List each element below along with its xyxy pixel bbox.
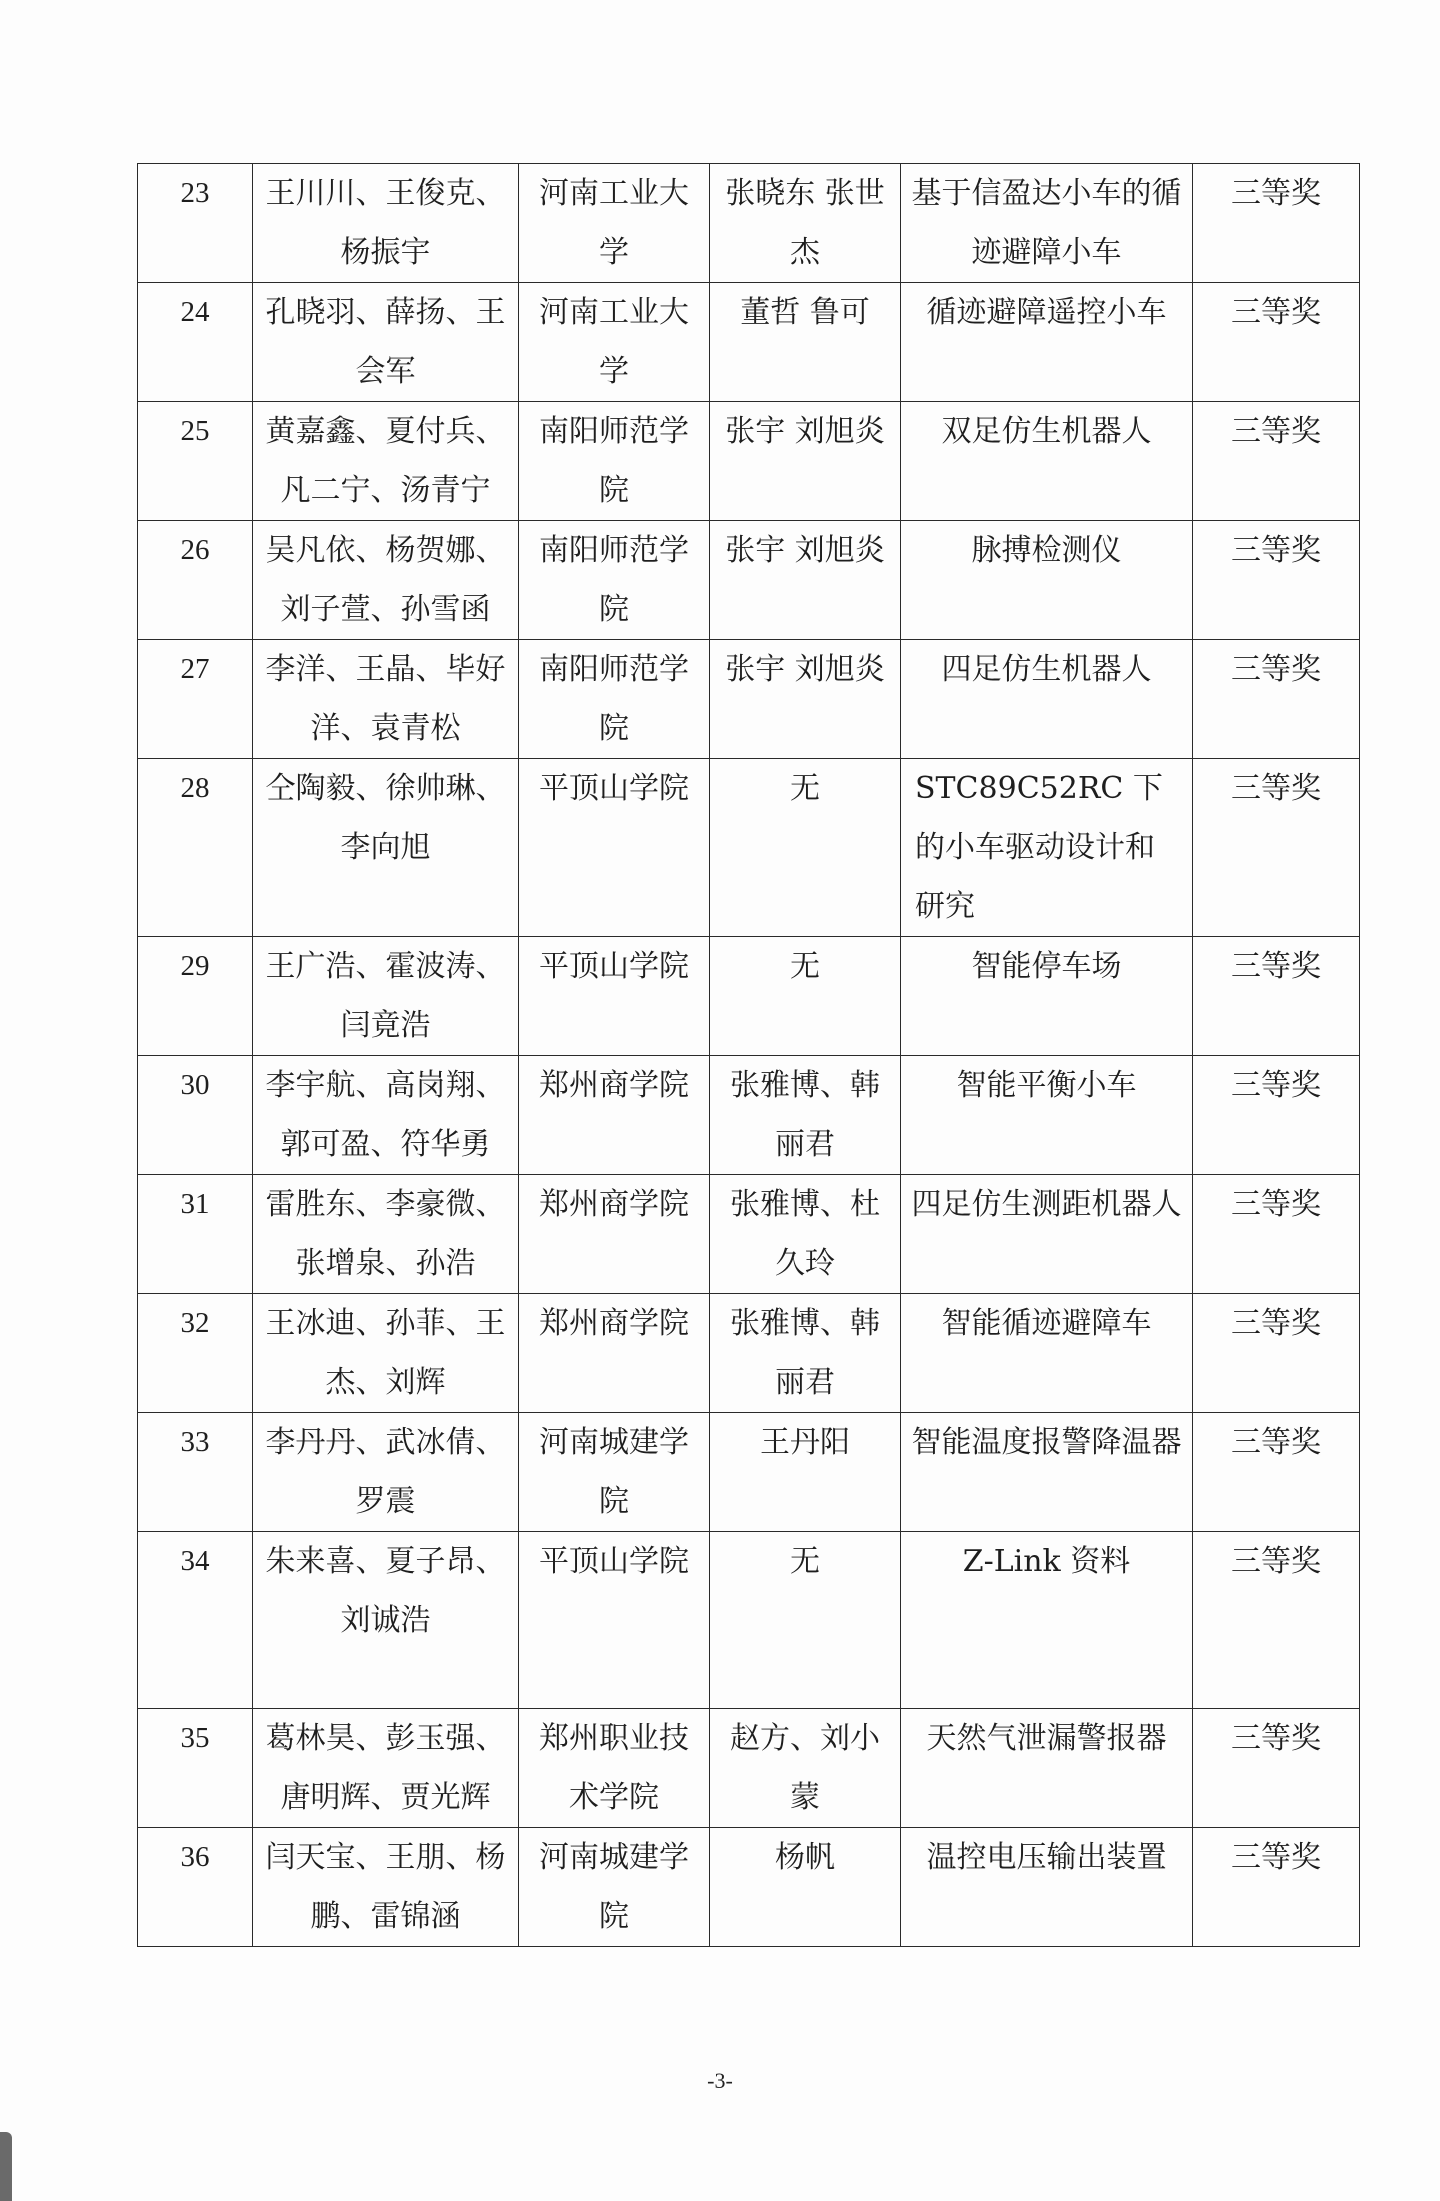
table-row bbox=[138, 937, 1360, 1056]
team-members: 葛林昊、彭玉强、唐明辉、贾光辉 bbox=[253, 1709, 519, 1828]
team-members: 王冰迪、孙菲、王杰、刘辉 bbox=[253, 1294, 519, 1413]
team-members: 吴凡依、杨贺娜、刘子萱、孙雪函 bbox=[253, 521, 519, 640]
advisor-names: 张宇 刘旭炎 bbox=[710, 521, 901, 640]
team-members: 王广浩、霍波涛、闫竟浩 bbox=[253, 937, 519, 1056]
table-row bbox=[138, 283, 1360, 402]
advisor-names: 张雅博、韩丽君 bbox=[710, 1056, 901, 1175]
award-level: 三等奖 bbox=[1193, 402, 1360, 521]
advisor-names: 赵方、刘小蒙 bbox=[710, 1709, 901, 1828]
project-title: Z-Link 资料 bbox=[901, 1532, 1193, 1709]
team-members: 李宇航、高岗翔、郭可盈、符华勇 bbox=[253, 1056, 519, 1175]
project-title: 循迹避障遥控小车 bbox=[901, 283, 1193, 402]
team-members: 李丹丹、武冰倩、罗震 bbox=[253, 1413, 519, 1532]
school-name: 河南工业大学 bbox=[519, 283, 710, 402]
team-members: 仝陶毅、徐帅琳、李向旭 bbox=[253, 759, 519, 937]
project-title: 天然气泄漏警报器 bbox=[901, 1709, 1193, 1828]
award-level: 三等奖 bbox=[1193, 937, 1360, 1056]
award-level: 三等奖 bbox=[1193, 1056, 1360, 1175]
row-number: 34 bbox=[138, 1532, 253, 1709]
school-name: 平顶山学院 bbox=[519, 759, 710, 937]
advisor-names: 无 bbox=[710, 759, 901, 937]
school-name: 南阳师范学院 bbox=[519, 402, 710, 521]
advisor-names: 张晓东 张世杰 bbox=[710, 164, 901, 283]
school-name: 河南城建学院 bbox=[519, 1828, 710, 1947]
school-name: 河南工业大学 bbox=[519, 164, 710, 283]
project-title: 四足仿生测距机器人 bbox=[901, 1175, 1193, 1294]
award-level: 三等奖 bbox=[1193, 1828, 1360, 1947]
row-number: 29 bbox=[138, 937, 253, 1056]
advisor-names: 无 bbox=[710, 937, 901, 1056]
school-name: 郑州职业技术学院 bbox=[519, 1709, 710, 1828]
table-row bbox=[138, 1413, 1360, 1532]
advisor-names: 张宇 刘旭炎 bbox=[710, 640, 901, 759]
school-name: 平顶山学院 bbox=[519, 937, 710, 1056]
project-title: 智能停车场 bbox=[901, 937, 1193, 1056]
project-title: 基于信盈达小车的循迹避障小车 bbox=[901, 164, 1193, 283]
project-title: 智能平衡小车 bbox=[901, 1056, 1193, 1175]
award-level: 三等奖 bbox=[1193, 1532, 1360, 1709]
advisor-names: 张雅博、杜久玲 bbox=[710, 1175, 901, 1294]
school-name: 南阳师范学院 bbox=[519, 521, 710, 640]
row-number: 25 bbox=[138, 402, 253, 521]
project-title: 温控电压输出装置 bbox=[901, 1828, 1193, 1947]
row-number: 27 bbox=[138, 640, 253, 759]
school-name: 郑州商学院 bbox=[519, 1056, 710, 1175]
row-number: 32 bbox=[138, 1294, 253, 1413]
team-members: 雷胜东、李豪微、张增泉、孙浩 bbox=[253, 1175, 519, 1294]
row-number: 36 bbox=[138, 1828, 253, 1947]
table-row bbox=[138, 164, 1360, 283]
project-title: STC89C52RC 下 的小车驱动设计和研究 bbox=[901, 759, 1193, 937]
scan-edge-tab bbox=[0, 2132, 12, 2201]
award-level: 三等奖 bbox=[1193, 640, 1360, 759]
row-number: 28 bbox=[138, 759, 253, 937]
table-row bbox=[138, 1056, 1360, 1175]
row-number: 31 bbox=[138, 1175, 253, 1294]
row-number: 33 bbox=[138, 1413, 253, 1532]
award-level: 三等奖 bbox=[1193, 759, 1360, 937]
page-number: -3- bbox=[707, 2068, 733, 2093]
award-level: 三等奖 bbox=[1193, 1709, 1360, 1828]
advisor-names: 王丹阳 bbox=[710, 1413, 901, 1532]
project-title: 脉搏检测仪 bbox=[901, 521, 1193, 640]
award-level: 三等奖 bbox=[1193, 164, 1360, 283]
award-level: 三等奖 bbox=[1193, 521, 1360, 640]
table-row bbox=[138, 640, 1360, 759]
row-number: 30 bbox=[138, 1056, 253, 1175]
award-level: 三等奖 bbox=[1193, 1175, 1360, 1294]
school-name: 南阳师范学院 bbox=[519, 640, 710, 759]
award-level: 三等奖 bbox=[1193, 283, 1360, 402]
advisor-names: 无 bbox=[710, 1532, 901, 1709]
school-name: 平顶山学院 bbox=[519, 1532, 710, 1709]
school-name: 河南城建学院 bbox=[519, 1413, 710, 1532]
table-row bbox=[138, 1709, 1360, 1828]
table-row bbox=[138, 1828, 1360, 1947]
school-name: 郑州商学院 bbox=[519, 1175, 710, 1294]
table-row bbox=[138, 402, 1360, 521]
table-row bbox=[138, 759, 1360, 937]
team-members: 王川川、王俊克、杨振宇 bbox=[253, 164, 519, 283]
advisor-names: 董哲 鲁可 bbox=[710, 283, 901, 402]
row-number: 35 bbox=[138, 1709, 253, 1828]
table-row bbox=[138, 521, 1360, 640]
award-level: 三等奖 bbox=[1193, 1413, 1360, 1532]
project-title: 智能温度报警降温器 bbox=[901, 1413, 1193, 1532]
table-row bbox=[138, 1532, 1360, 1709]
project-title: 智能循迹避障车 bbox=[901, 1294, 1193, 1413]
team-members: 孔晓羽、薛扬、王会军 bbox=[253, 283, 519, 402]
award-level: 三等奖 bbox=[1193, 1294, 1360, 1413]
team-members: 黄嘉鑫、夏付兵、凡二宁、汤青宁 bbox=[253, 402, 519, 521]
school-name: 郑州商学院 bbox=[519, 1294, 710, 1413]
project-title: 双足仿生机器人 bbox=[901, 402, 1193, 521]
advisor-names: 张雅博、韩丽君 bbox=[710, 1294, 901, 1413]
advisor-names: 杨帆 bbox=[710, 1828, 901, 1947]
team-members: 李洋、王晶、毕好洋、袁青松 bbox=[253, 640, 519, 759]
team-members: 闫天宝、王朋、杨鹏、雷锦涵 bbox=[253, 1828, 519, 1947]
row-number: 24 bbox=[138, 283, 253, 402]
table-row bbox=[138, 1294, 1360, 1413]
project-title: 四足仿生机器人 bbox=[901, 640, 1193, 759]
award-list-table bbox=[137, 163, 1360, 1947]
team-members: 朱来喜、夏子昂、刘诚浩 bbox=[253, 1532, 519, 1709]
row-number: 23 bbox=[138, 164, 253, 283]
row-number: 26 bbox=[138, 521, 253, 640]
advisor-names: 张宇 刘旭炎 bbox=[710, 402, 901, 521]
table-row bbox=[138, 1175, 1360, 1294]
